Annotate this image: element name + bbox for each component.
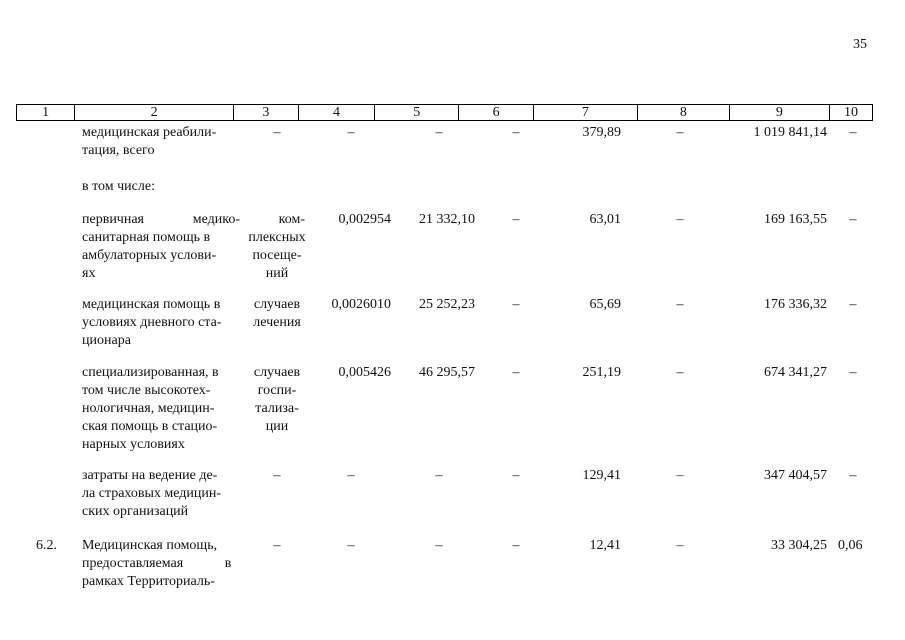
desc-line: затраты на ведение де-	[82, 468, 218, 483]
desc-line: в том числе:	[82, 179, 155, 194]
cell-col-4: 0,0026010	[331, 297, 391, 312]
header-col-2: 2	[74, 105, 233, 120]
row-description	[82, 296, 242, 350]
cell-col-7: 379,89	[582, 125, 621, 140]
cell-col-9: 33 304,25	[771, 538, 827, 553]
cell-col-8: –	[676, 468, 684, 483]
desc-line: предоставляемая в	[82, 556, 232, 571]
desc-line: ская помощь в стацио-	[82, 419, 218, 434]
row-description	[82, 211, 240, 283]
desc-line: условиях дневного ста-	[82, 315, 222, 330]
desc-line: специализированная, в	[82, 365, 219, 380]
unit-line: ции	[265, 419, 289, 434]
header-col-7: 7	[533, 105, 637, 120]
cell-col-4: –	[347, 538, 355, 553]
cell-col-3: –	[273, 125, 281, 140]
desc-line: амбулаторных услови-	[82, 248, 217, 263]
desc-line: том числе высокотех-	[82, 383, 211, 398]
header-col-6: 6	[458, 105, 533, 120]
header-col-4: 4	[298, 105, 374, 120]
cell-col-6: –	[512, 365, 520, 380]
cell-col-4: 0,002954	[338, 212, 391, 227]
cell-col-8: –	[676, 212, 684, 227]
desc-line: санитарная помощь в	[82, 230, 211, 245]
cell-col-4: –	[347, 125, 355, 140]
unit-line: ком-	[278, 212, 305, 227]
row-unit	[243, 211, 311, 283]
row-number: 6.2.	[36, 538, 57, 553]
unit-line: плексных	[248, 230, 306, 245]
page-number: 35	[853, 37, 867, 52]
cell-col-7: 63,01	[589, 212, 621, 227]
cell-col-8: –	[676, 538, 684, 553]
cell-col-6: –	[512, 468, 520, 483]
row-description	[82, 467, 242, 521]
desc-line: первичная медико-	[82, 212, 240, 227]
row-description	[82, 178, 240, 196]
desc-line: нологичная, медицин-	[82, 401, 215, 416]
cell-col-6: –	[512, 212, 520, 227]
cell-col-5: 46 295,57	[419, 365, 475, 380]
cell-col-5: 21 332,10	[419, 212, 475, 227]
cell-col-6: –	[512, 538, 520, 553]
cell-col-4: –	[347, 468, 355, 483]
desc-line: тация, всего	[82, 143, 155, 158]
unit-line: случаев	[253, 297, 301, 312]
unit-line: тализа-	[255, 401, 299, 416]
cell-col-5: –	[435, 468, 443, 483]
desc-line: ционара	[82, 333, 131, 348]
cell-col-8: –	[676, 365, 684, 380]
cell-col-7: 65,69	[589, 297, 621, 312]
cell-col-3: –	[273, 538, 281, 553]
desc-line: ских организаций	[82, 504, 189, 519]
cell-col-10: –	[849, 297, 857, 312]
cell-col-10: –	[849, 125, 857, 140]
row-unit	[243, 364, 311, 436]
unit-line: госпи-	[257, 383, 297, 398]
row-unit	[243, 296, 311, 332]
cell-col-10: 0,06	[838, 538, 863, 553]
header-col-10: 10	[829, 105, 872, 120]
cell-col-6: –	[512, 125, 520, 140]
unit-line: лечения	[253, 315, 301, 330]
cell-col-8: –	[676, 125, 684, 140]
header-col-5: 5	[374, 105, 458, 120]
desc-line: рамках Территориаль-	[82, 574, 215, 589]
row-description	[82, 537, 240, 591]
cell-col-7: 129,41	[582, 468, 621, 483]
header-col-3: 3	[233, 105, 298, 120]
cell-col-9: 1 019 841,14	[753, 125, 827, 140]
cell-col-3: –	[273, 468, 281, 483]
cell-col-7: 251,19	[582, 365, 621, 380]
desc-line: нарных условиях	[82, 437, 185, 452]
unit-line: случаев	[253, 365, 301, 380]
unit-line: посеще-	[252, 248, 302, 263]
unit-line: ний	[265, 266, 289, 281]
cell-col-10: –	[849, 468, 857, 483]
cell-col-9: 176 336,32	[764, 297, 827, 312]
cell-col-5: –	[435, 125, 443, 140]
cell-col-10: –	[849, 212, 857, 227]
desc-line: ла страховых медицин-	[82, 486, 222, 501]
cell-col-5: –	[435, 538, 443, 553]
cell-col-10: –	[849, 365, 857, 380]
row-description	[82, 124, 240, 160]
cell-col-9: 674 341,27	[764, 365, 827, 380]
cell-col-5: 25 252,23	[419, 297, 475, 312]
cell-col-8: –	[676, 297, 684, 312]
header-col-1: 1	[42, 105, 50, 120]
cell-col-7: 12,41	[589, 538, 621, 553]
cell-col-4: 0,005426	[338, 365, 391, 380]
desc-line: ях	[82, 266, 96, 281]
row-description	[82, 364, 240, 454]
cell-col-9: 347 404,57	[764, 468, 827, 483]
cell-col-6: –	[512, 297, 520, 312]
table-header-row	[16, 104, 873, 121]
desc-line: Медицинская помощь,	[82, 538, 218, 553]
header-col-8: 8	[637, 105, 729, 120]
desc-line: медицинская реабили-	[82, 125, 217, 140]
desc-line: медицинская помощь в	[82, 297, 221, 312]
cell-col-9: 169 163,55	[764, 212, 827, 227]
header-col-9: 9	[729, 105, 829, 120]
